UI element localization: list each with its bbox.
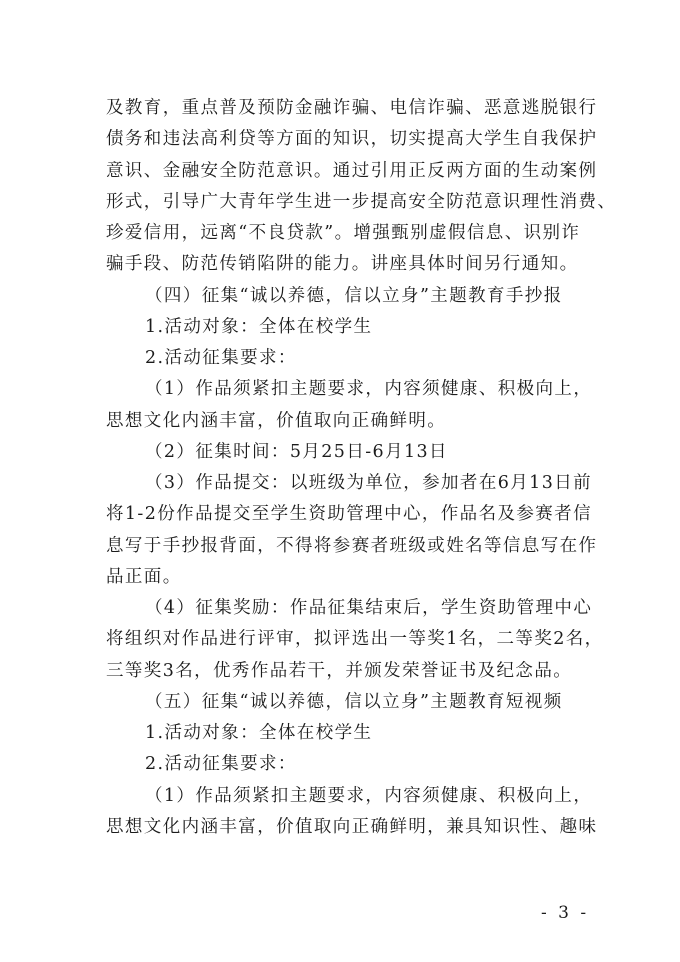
text-line: 1.活动对象：全体在校学生 <box>145 723 373 743</box>
text-line: 品正面。 <box>106 566 182 587</box>
text-line: 珍爱信用，远离“不良贷款”。增强甄别虚假信息、识别诈 <box>106 223 581 243</box>
text-line: 将组织对作品进行评审，拟评选出一等奖1名，二等奖2名， <box>106 629 604 650</box>
text-line: 骗手段、防范传销陷阱的能力。讲座具体时间另行通知。 <box>106 254 579 275</box>
text-line: 2.活动征集要求： <box>145 754 297 775</box>
text-line: 2.活动征集要求： <box>145 348 297 368</box>
text-line: （3）作品提交：以班级为单位，参加者在6月13日前 <box>145 473 593 493</box>
text-line: 意识、金融安全防范意识。通过引用正反两方面的生动案例 <box>106 160 598 181</box>
text-line: 形式，引导广大青年学生进一步提高安全防范意识理性消费、 <box>106 191 617 212</box>
text-line: 将1-2份作品提交至学生资助管理中心，作品名及参赛者信 <box>106 504 592 525</box>
text-line: 三等奖3名，优秀作品若干，并颁发荣誉证书及纪念品。 <box>106 660 573 681</box>
text-line: （2）征集时间：5月25日-6月13日 <box>145 441 448 462</box>
text-line: （四）征集“诚以养德，信以立身”主题教育手抄报 <box>145 285 563 306</box>
text-line: 债务和违法高利贷等方面的知识，切实提高大学生自我保护 <box>106 129 598 150</box>
text-line: 思想文化内涵丰富，价值取向正确鲜明，兼具知识性、趣味 <box>106 816 598 837</box>
text-line: （1）作品须紧扣主题要求，内容须健康、积极向上， <box>145 379 593 400</box>
text-line: 思想文化内涵丰富，价值取向正确鲜明。 <box>106 410 447 431</box>
page-number: - 3 - <box>541 903 590 923</box>
text-line: （4）征集奖励：作品征集结束后，学生资助管理中心 <box>145 598 593 618</box>
text-line: 及教育，重点普及预防金融诈骗、电信诈骗、恶意逃脱银行 <box>106 98 598 118</box>
text-line: 息写于手抄报背面，不得将参赛者班级或姓名等信息写在作 <box>106 535 598 556</box>
text-line: （五）征集“诚以养德，信以立身”主题教育短视频 <box>145 691 563 712</box>
text-line: 1.活动对象：全体在校学生 <box>145 316 373 337</box>
text-line: （1）作品须紧扣主题要求，内容须健康、积极向上， <box>145 785 593 806</box>
